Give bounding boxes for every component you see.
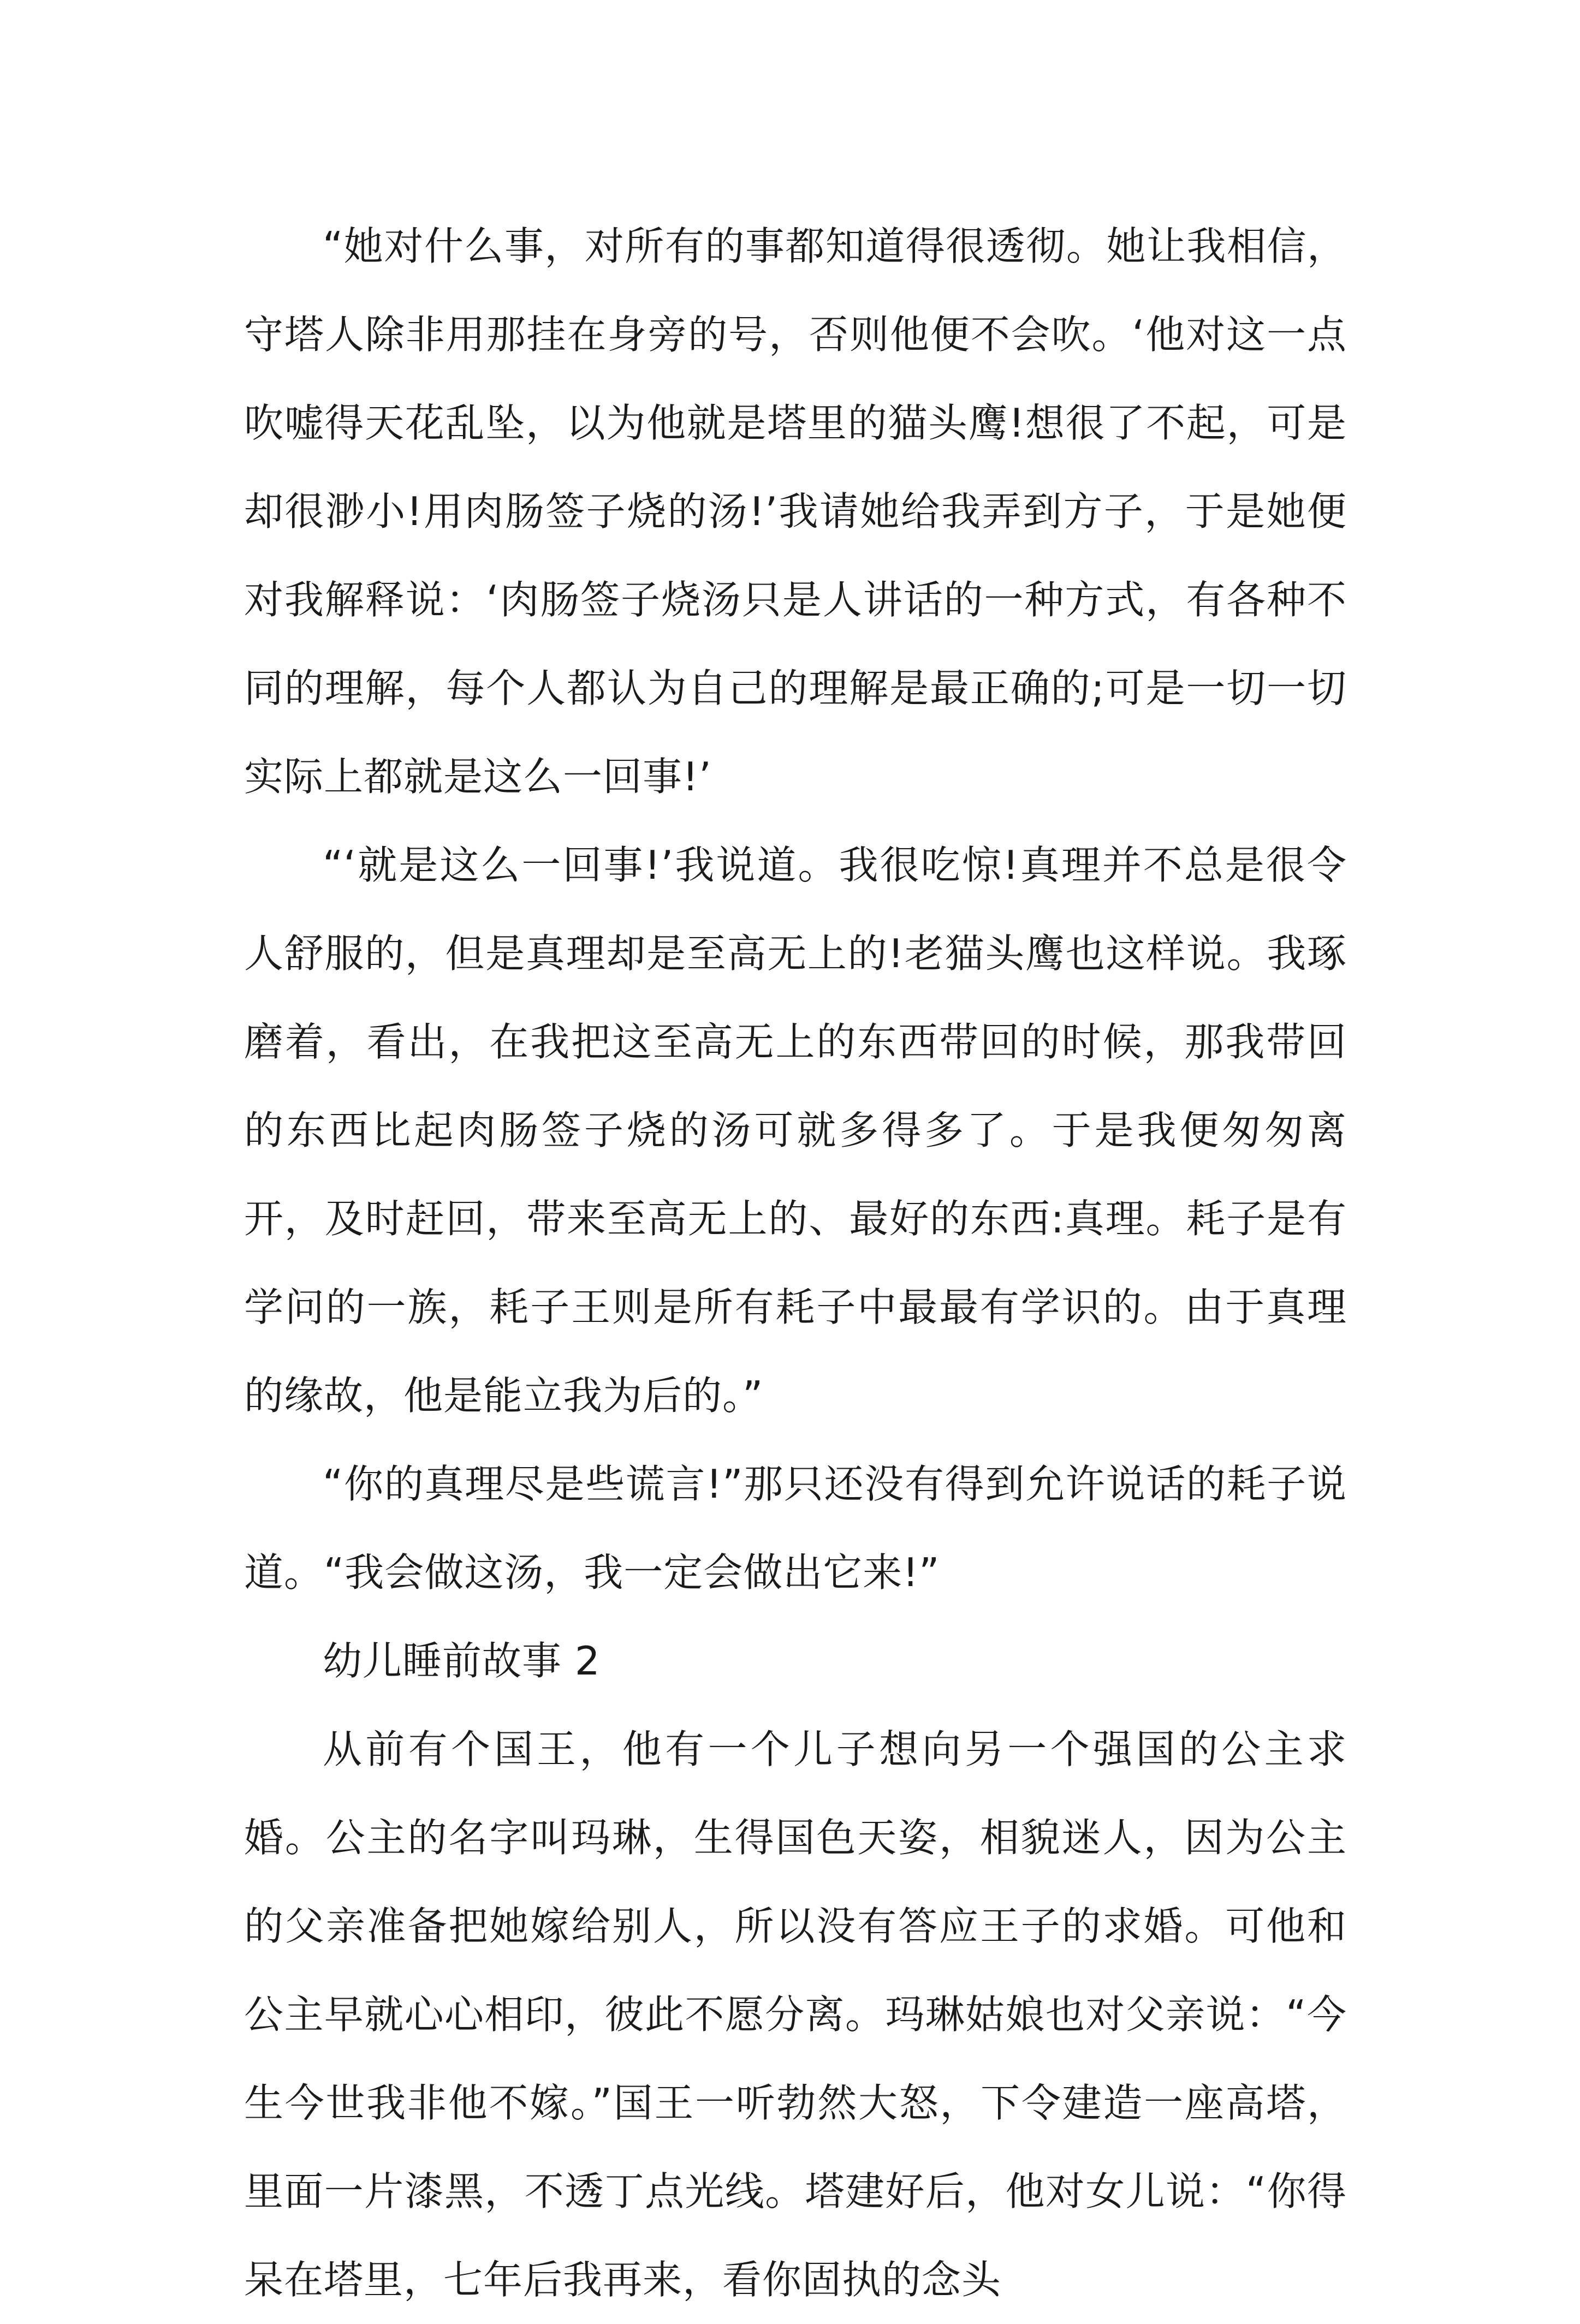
paragraph-rat-reply: “你的真理尽是些谎言!”那只还没有得到允许说话的耗子说道。“我会做这汤，我一定会做出它来!”	[244, 1461, 1347, 1595]
paragraph-truth: “‘就是这么一回事!’我说道。我很吃惊!真理并不总是很令人舒服的，但是真理却是至高无上的!老猫头鹰也这样说。我琢磨着，看出，在我把这至高无上的东西带回的时候，那我带回的东西比起肉肠签子烧的汤可就多得多了。于是我便匆匆离开，及时赶回，带来至高无上的、最好的东西:真理。耗子是有学问的一族，耗子王则是所有耗子中最最有学识的。由于真理的缘故，他是能立我为后的。”	[244, 842, 1347, 1419]
paragraph-princess: 从前有个国王，他有一个儿子想向另一个强国的公主求婚。公主的名字叫玛琳，生得国色天姿，相貌迷人，因为公主的父亲准备把她嫁给别人，所以没有答应王子的求婚。可他和公主早就心心相印，彼此不愿分离。玛琳姑娘也对父亲说：“今生今世我非他不嫁。”国王一听勃然大怒，下令建造一座高塔，里面一片漆黑，不透丁点光线。塔建好后，他对女儿说：“你得呆在塔里，七年后我再来，看你固执的念头	[244, 1726, 1347, 2303]
section-heading: 幼儿睡前故事 2	[323, 1638, 601, 1684]
document-body	[244, 202, 1347, 2324]
paragraph-owl-story: “她对什么事，对所有的事都知道得很透彻。她让我相信，守塔人除非用那挂在身旁的号，否则他便不会吹。‘他对这一点吹嘘得天花乱坠，以为他就是塔里的猫头鹰!想很了不起，可是却很渺小!用肉肠签子烧的汤!’我请她给我弄到方子，于是她便对我解释说：‘肉肠签子烧汤只是人讲话的一种方式，有各种不同的理解，每个人都认为自己的理解是最正确的;可是一切一切实际上都就是这么一回事!’	[244, 223, 1347, 800]
